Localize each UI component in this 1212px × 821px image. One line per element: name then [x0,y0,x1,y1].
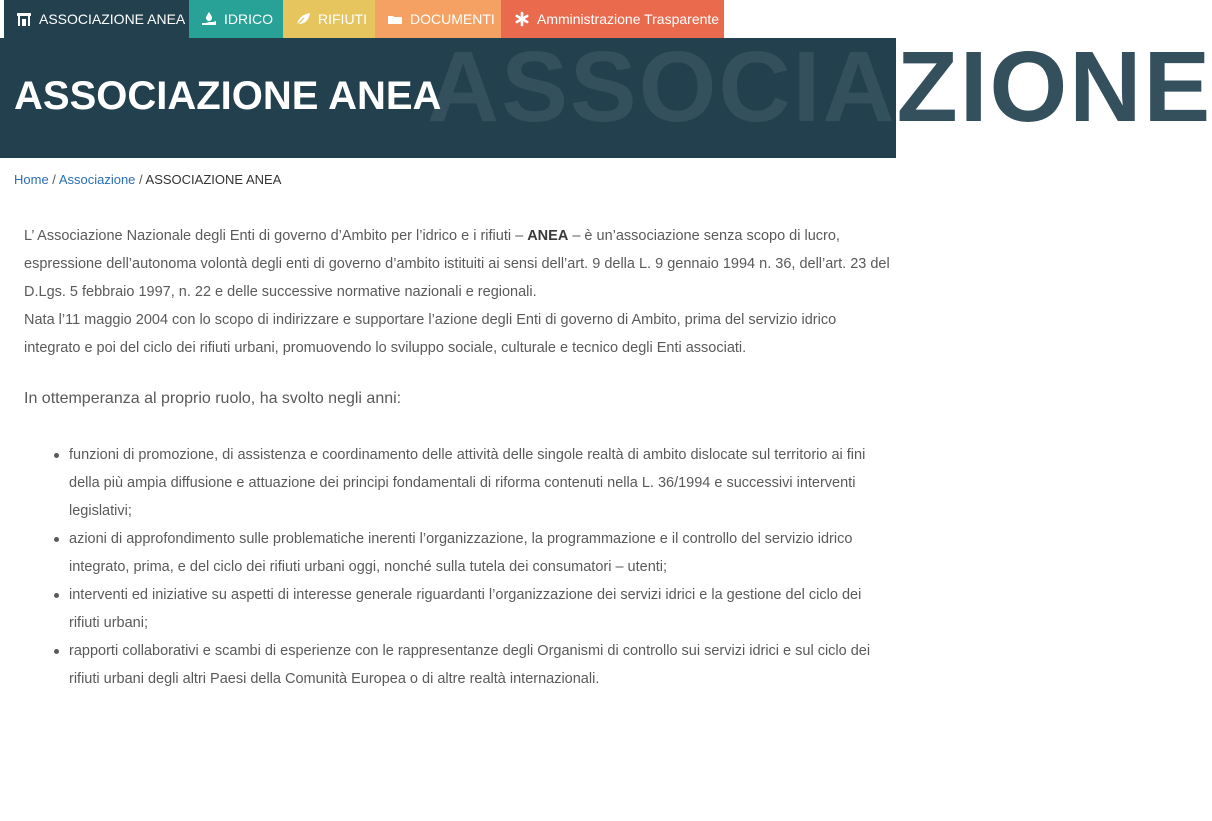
water-hand-icon [200,10,218,28]
breadcrumb-separator: / [48,172,59,187]
tab-associazione-anea[interactable] [4,0,189,38]
hero-watermark: ASSOCIAZIONE [427,31,1212,143]
anea-bold: ANEA [527,228,569,244]
home-icon [15,10,33,28]
list-item: interventi ed iniziative su aspetti di interesse generale riguardanti l’organizzazione dei servizi idrici e la gestione del ciclo dei rifiuti urbani; [69,581,891,637]
hero-banner [0,31,1212,158]
tab-label: DOCUMENTI [410,11,495,27]
breadcrumb [14,172,281,187]
list-item: rapporti collaborativi e scambi di esperienze con le rappresentanze degli Organismi di controllo sui servizi idrici e sul ciclo dei rifiuti urbani degli altri Paesi della Comunità Europea o di altre realtà internazionali. [69,637,891,693]
tab-idrico[interactable] [189,0,283,38]
tab-label: RIFIUTI [318,11,367,27]
intro-text-rest: – è un’associazione senza scopo di lucro, espressione dell’autonoma volontà degli enti di governo d’ambito istituiti ai sensi dell’art. 9 della L. 9 gennaio 1994 n. 36, dell’art. 23 del D.Lgs. 5 febbraio 1997, n. 22 e delle successive normative nazionali e regionali. [24,228,890,300]
tab-rifiuti[interactable] [283,0,375,38]
foundation-paragraph: Nata l’11 maggio 2004 con lo scopo di indirizzare e supportare l’azione degli Enti di governo di Ambito, prima del servizio idrico integrato e poi del ciclo dei rifiuti urbani, promuovendo lo sviluppo sociale, culturale e tecnico degli Enti associati. [24,312,837,356]
breadcrumb-current: ASSOCIAZIONE ANEA [145,172,282,187]
main-content [24,222,896,362]
leaf-icon [294,10,312,28]
tab-label: IDRICO [224,11,273,27]
list-item: funzioni di promozione, di assistenza e coordinamento delle attività delle singole realtà di ambito dislocate sul territorio ai fini della più ampia diffusione e attuazione dei principi fondamentali di riforma contenuti nella L. 36/1994 e successivi interventi legislativi; [69,441,891,525]
tab-label: ASSOCIAZIONE ANEA [39,11,186,27]
breadcrumb-separator: / [135,172,146,187]
breadcrumb-associazione-link[interactable]: Associazione [58,172,136,187]
tab-label: Amministrazione Trasparente [537,11,720,27]
folder-icon [386,10,404,28]
list-item: azioni di approfondimento sulle problematiche inerenti l’organizzazione, la programmazione e il controllo del servizio idrico integrato, prima, e del ciclo dei rifiuti urbani oggi, nonché sulla tutela dei consumatori – utenti; [69,525,891,581]
breadcrumb-home-link[interactable]: Home [14,172,49,187]
activities-list [69,441,891,693]
intro-paragraph [24,222,896,306]
asterisk-icon [513,10,531,28]
intro-text: L’ Associazione Nazionale degli Enti di governo d’Ambito per l’idrico e i rifiuti – [24,228,528,244]
page-title: ASSOCIAZIONE ANEA [14,74,442,118]
role-heading: In ottemperanza al proprio ruolo, ha svolto negli anni: [24,390,402,407]
